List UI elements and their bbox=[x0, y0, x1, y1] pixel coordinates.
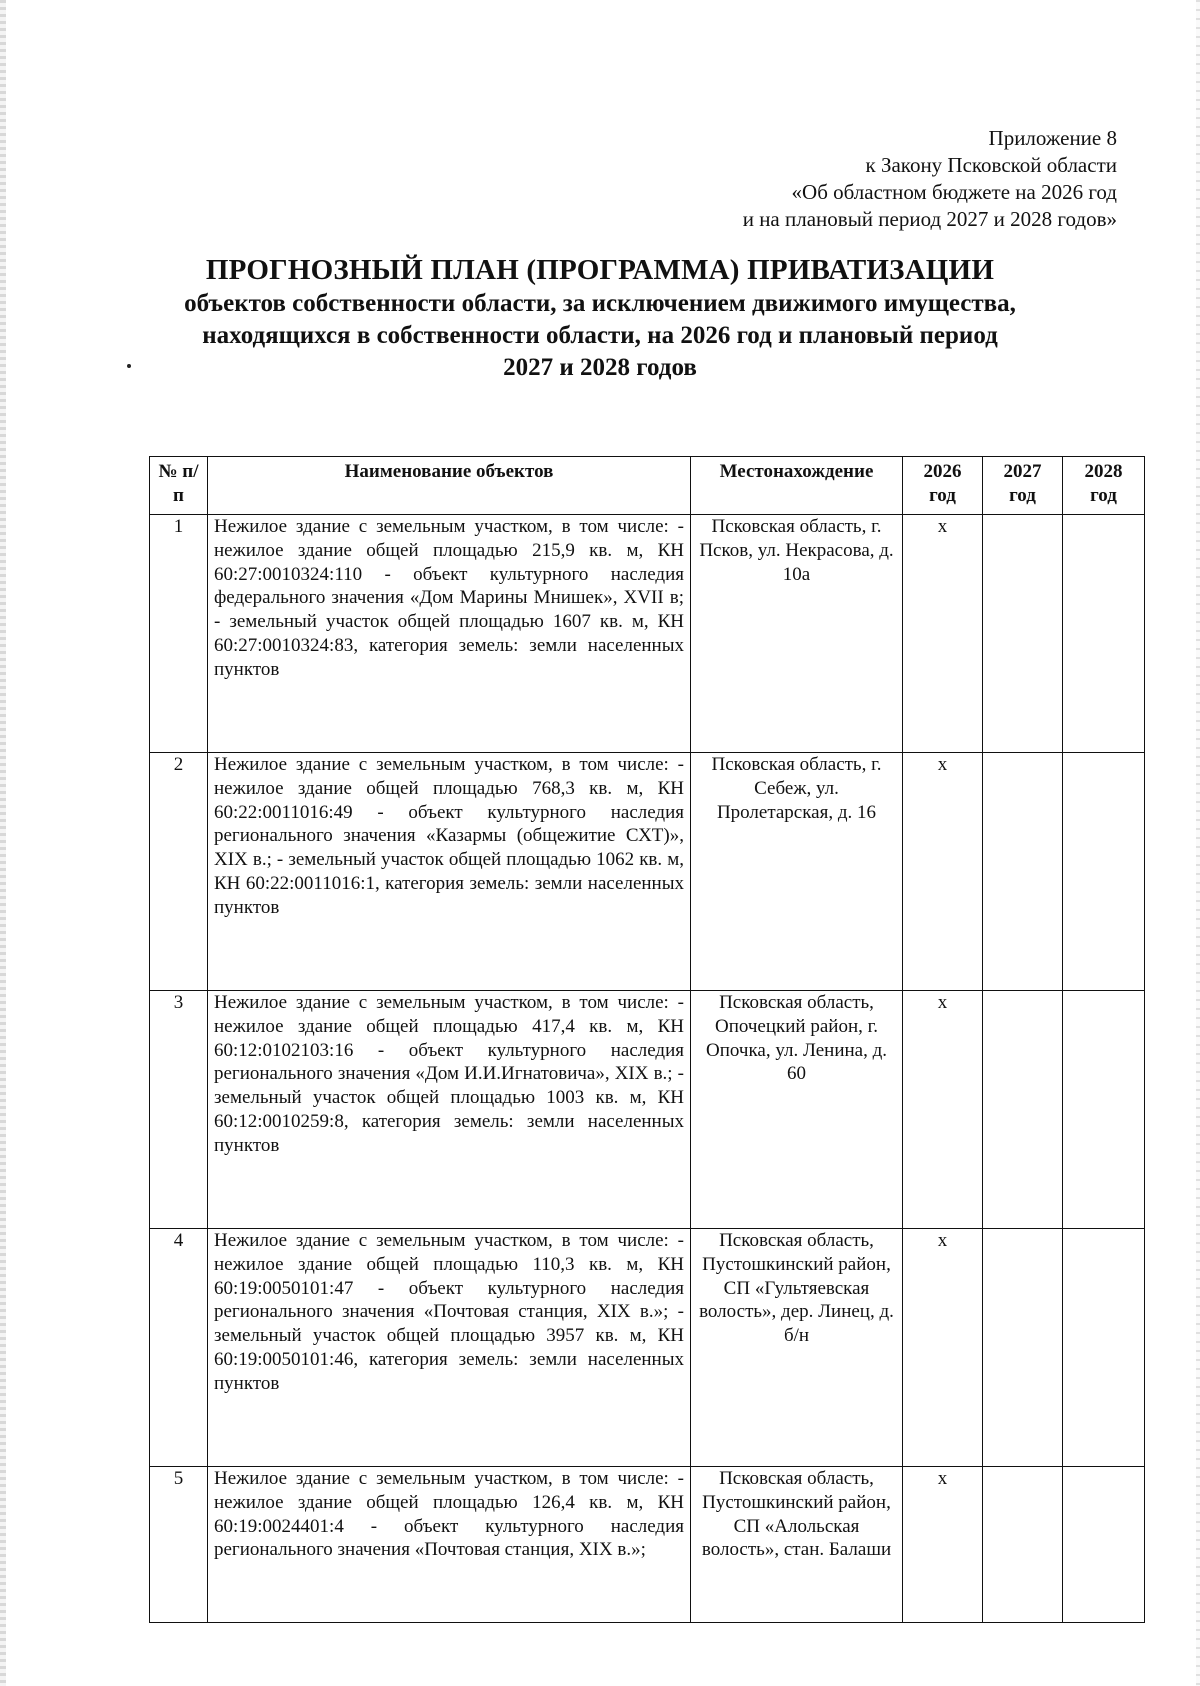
row-num: 4 bbox=[150, 1229, 208, 1467]
row-2028-mark bbox=[1063, 1467, 1145, 1623]
row-object-name: Нежилое здание с земельным участком, в том числе: - нежилое здание общей площадью 768,3 кв. м, КН 60:22:0011016:49 - объект культурного наследия регионального значения «Казармы (общежитие СХТ)», XIX в.; - земельный участок общей площадью 1062 кв. м, КН 60:22:0011016:1, категория земель: земли населенных пунктов bbox=[208, 753, 691, 991]
table-row bbox=[150, 991, 1145, 1229]
row-object-name: Нежилое здание с земельным участком, в том числе: - нежилое здание общей площадью 126,4 кв. м, КН 60:19:0024401:4 - объект культурного наследия регионального значения «Почтовая станция, XIX в.»; bbox=[208, 1467, 691, 1623]
row-location: Псковская область, Опочецкий район, г. Опочка, ул. Ленина, д. 60 bbox=[691, 991, 903, 1229]
appendix-line: и на плановый период 2027 и 2028 годов» bbox=[742, 207, 1117, 231]
table-header-row bbox=[150, 457, 1145, 515]
appendix-header bbox=[743, 125, 1117, 233]
header-num: № п/п bbox=[150, 457, 208, 515]
row-num: 1 bbox=[150, 515, 208, 753]
row-object-name: Нежилое здание с земельным участком, в том числе: - нежилое здание общей площадью 215,9 кв. м, КН 60:27:0010324:110 - объект культурного наследия федерального значения «Дом Марины Мнишек», XVII в; - земельный участок общей площадью 1607 кв. м, КН 60:27:0010324:83, категория земель: земли населенных пунктов bbox=[208, 515, 691, 753]
header-location: Местонахождение bbox=[691, 457, 903, 515]
row-2026-mark: х bbox=[903, 515, 983, 753]
title-subtitle-line: 2027 и 2028 годов bbox=[503, 354, 697, 381]
title-subtitle-line: находящихся в собственности области, на 2026 год и плановый период bbox=[202, 322, 998, 349]
row-location: Псковская область, г. Себеж, ул. Пролетарская, д. 16 bbox=[691, 753, 903, 991]
document-title bbox=[100, 252, 1100, 384]
row-location: Псковская область, Пустошкинский район, СП «Алольская волость», стан. Балаши bbox=[691, 1467, 903, 1623]
header-name: Наименование объектов bbox=[208, 457, 691, 515]
row-2028-mark bbox=[1063, 753, 1145, 991]
appendix-line: Приложение 8 bbox=[988, 126, 1117, 150]
scan-edge-left bbox=[0, 0, 6, 1686]
row-2027-mark bbox=[983, 1229, 1063, 1467]
privatization-table bbox=[149, 456, 1145, 1623]
row-2026-mark: х bbox=[903, 1229, 983, 1467]
row-2026-mark: х bbox=[903, 991, 983, 1229]
row-2028-mark bbox=[1063, 515, 1145, 753]
row-2026-mark: х bbox=[903, 753, 983, 991]
row-location: Псковская область, г. Псков, ул. Некрасова, д. 10а bbox=[691, 515, 903, 753]
header-2028: 2028 год bbox=[1063, 457, 1145, 515]
scan-edge-right bbox=[1196, 0, 1200, 1686]
row-num: 3 bbox=[150, 991, 208, 1229]
title-main: ПРОГНОЗНЫЙ ПЛАН (ПРОГРАММА) ПРИВАТИЗАЦИИ bbox=[205, 254, 995, 286]
title-subtitle-line: объектов собственности области, за исключением движимого имущества, bbox=[184, 290, 1016, 317]
row-location: Псковская область, Пустошкинский район, СП «Гультяевская волость», дер. Линец, д. б/н bbox=[691, 1229, 903, 1467]
table-row bbox=[150, 1467, 1145, 1623]
row-2027-mark bbox=[983, 753, 1063, 991]
row-2026-mark: х bbox=[903, 1467, 983, 1623]
header-2027: 2027 год bbox=[983, 457, 1063, 515]
appendix-line: к Закону Псковской области bbox=[865, 153, 1117, 177]
table-row bbox=[150, 515, 1145, 753]
table-row bbox=[150, 1229, 1145, 1467]
row-num: 2 bbox=[150, 753, 208, 991]
row-num: 5 bbox=[150, 1467, 208, 1623]
table-row bbox=[150, 753, 1145, 991]
appendix-line: «Об областном бюджете на 2026 год bbox=[791, 180, 1117, 204]
row-object-name: Нежилое здание с земельным участком, в том числе: - нежилое здание общей площадью 110,3 кв. м, КН 60:19:0050101:47 - объект культурного наследия регионального значения «Почтовая станция, XIX в.»; - земельный участок общей площадью 3957 кв. м, КН 60:19:0050101:46, категория земель: земли населенных пунктов bbox=[208, 1229, 691, 1467]
row-2028-mark bbox=[1063, 1229, 1145, 1467]
row-2027-mark bbox=[983, 1467, 1063, 1623]
row-2027-mark bbox=[983, 991, 1063, 1229]
row-2028-mark bbox=[1063, 991, 1145, 1229]
row-2027-mark bbox=[983, 515, 1063, 753]
header-2026: 2026 год bbox=[903, 457, 983, 515]
row-object-name: Нежилое здание с земельным участком, в том числе: - нежилое здание общей площадью 417,4 кв. м, КН 60:12:0102103:16 - объект культурного наследия регионального значения «Дом И.И.Игнатовича», XIX в.; - земельный участок общей площадью 1003 кв. м, КН 60:12:0010259:8, категория земель: земли населенных пунктов bbox=[208, 991, 691, 1229]
